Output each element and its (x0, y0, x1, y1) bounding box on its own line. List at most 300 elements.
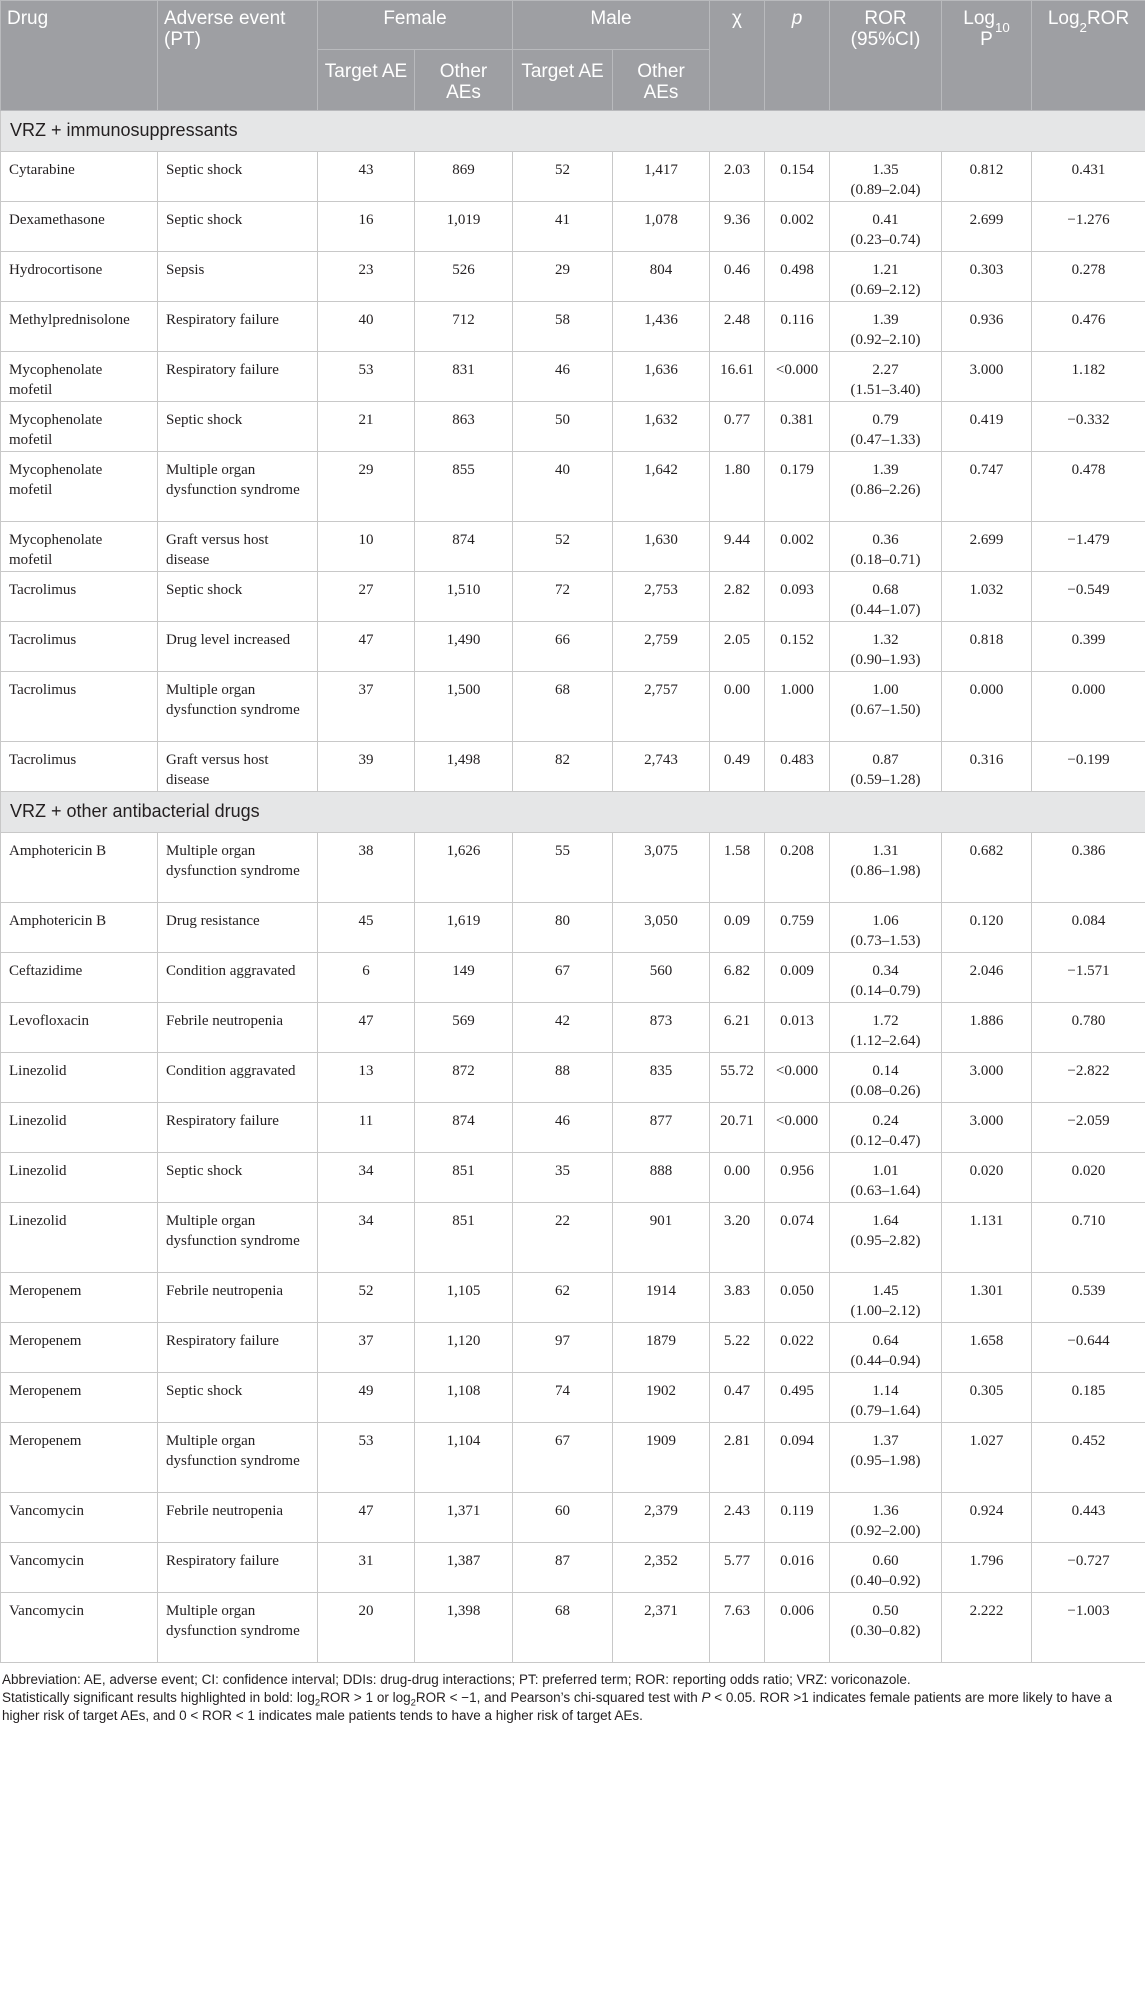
cell-log2ror: 0.476 (1032, 301, 1145, 351)
cell-p: 0.016 (765, 1542, 830, 1592)
cell-log2ror: 1.182 (1032, 351, 1145, 401)
cell-log2ror: −0.727 (1032, 1542, 1145, 1592)
ror-value: 0.64 (872, 1332, 899, 1349)
cell-male-other-aes: 2,379 (613, 1492, 710, 1542)
header-female-target: Target AE (318, 50, 415, 111)
header-log10-sub: 10 (994, 19, 1010, 35)
ror-value: 1.21 (872, 261, 899, 278)
section-title: VRZ + other antibacterial drugs (1, 791, 1145, 832)
cell-male-other-aes: 888 (613, 1152, 710, 1202)
footnote-sub-b: 2 (410, 1697, 416, 1709)
cell-adverse-event: Drug resistance (158, 902, 318, 952)
cell-male-target-ae: 88 (513, 1052, 613, 1102)
cell-log10p: 0.020 (942, 1152, 1032, 1202)
cell-male-target-ae: 50 (513, 401, 613, 451)
header-ror: ROR (95%CI) (830, 1, 942, 111)
cell-chi: 0.00 (710, 671, 765, 741)
cell-adverse-event: Febrile neutropenia (158, 1272, 318, 1322)
cell-adverse-event: Respiratory failure (158, 1542, 318, 1592)
cell-adverse-event: Respiratory failure (158, 1102, 318, 1152)
cell-male-target-ae: 52 (513, 521, 613, 571)
table-row (1, 621, 1145, 671)
ror-ci: (0.14–0.79) (850, 982, 921, 999)
cell-female-target-ae: 37 (318, 671, 415, 741)
header-log2-suffix: ROR (1086, 8, 1130, 29)
cell-male-target-ae: 46 (513, 1102, 613, 1152)
cell-chi: 2.81 (710, 1422, 765, 1492)
cell-p: 0.154 (765, 151, 830, 201)
header-log10-prefix: Log (963, 8, 995, 29)
cell-log10p: 0.747 (942, 451, 1032, 521)
ror-value: 1.14 (872, 1382, 899, 1399)
cell-female-other-aes: 1,398 (415, 1592, 513, 1662)
cell-ror (830, 401, 942, 451)
cell-female-other-aes: 149 (415, 952, 513, 1002)
table-row (1, 401, 1145, 451)
cell-female-other-aes: 526 (415, 251, 513, 301)
cell-adverse-event: Condition aggravated (158, 1052, 318, 1102)
cell-female-target-ae: 34 (318, 1152, 415, 1202)
cell-male-target-ae: 82 (513, 741, 613, 791)
cell-female-other-aes: 874 (415, 1102, 513, 1152)
cell-ror (830, 1372, 942, 1422)
cell-female-target-ae: 47 (318, 621, 415, 671)
ror-value: 0.87 (872, 751, 899, 768)
cell-male-target-ae: 62 (513, 1272, 613, 1322)
cell-log10p: 0.419 (942, 401, 1032, 451)
table-row (1, 902, 1145, 952)
cell-adverse-event: Graft versus host disease (158, 741, 318, 791)
cell-adverse-event: Drug level increased (158, 621, 318, 671)
ror-value: 2.27 (872, 361, 899, 378)
table-row (1, 151, 1145, 201)
ror-ci: (0.69–2.12) (850, 281, 921, 298)
cell-ror (830, 351, 942, 401)
table-row (1, 1152, 1145, 1202)
cell-female-target-ae: 40 (318, 301, 415, 351)
ror-value: 1.39 (872, 461, 899, 478)
cell-male-other-aes: 835 (613, 1052, 710, 1102)
cell-chi: 2.05 (710, 621, 765, 671)
ror-ci: (0.89–2.04) (850, 181, 921, 198)
table-row (1, 671, 1145, 741)
cell-adverse-event: Sepsis (158, 251, 318, 301)
cell-female-other-aes: 1,498 (415, 741, 513, 791)
cell-log2ror: 0.399 (1032, 621, 1145, 671)
table-row (1, 1322, 1145, 1372)
cell-female-other-aes: 851 (415, 1202, 513, 1272)
cell-p: 1.000 (765, 671, 830, 741)
ror-ci: (0.79–1.64) (850, 1402, 921, 1419)
cell-drug: Dexamethasone (1, 201, 158, 251)
cell-chi: 1.80 (710, 451, 765, 521)
cell-log2ror: 0.539 (1032, 1272, 1145, 1322)
header-log10-suffix: P (980, 28, 993, 50)
cell-p: 0.498 (765, 251, 830, 301)
cell-female-target-ae: 6 (318, 952, 415, 1002)
cell-male-other-aes: 560 (613, 952, 710, 1002)
footnote-sig-4: < 0.05. ROR >1 indicates female patients are more likely to have a higher risk of target AEs, and 0 < ROR < 1 indicates male patients tends to have a higher risk of target AEs. (2, 1689, 1112, 1723)
ror-ci: (0.95–1.98) (850, 1452, 921, 1469)
cell-drug: Mycophenolate mofetil (1, 401, 158, 451)
cell-log10p: 1.131 (942, 1202, 1032, 1272)
cell-chi: 6.21 (710, 1002, 765, 1052)
cell-ror (830, 451, 942, 521)
cell-male-other-aes: 1,417 (613, 151, 710, 201)
cell-chi: 2.43 (710, 1492, 765, 1542)
cell-ror (830, 1202, 942, 1272)
cell-female-other-aes: 1,104 (415, 1422, 513, 1492)
cell-male-other-aes: 1,630 (613, 521, 710, 571)
ror-value: 0.60 (872, 1552, 899, 1569)
cell-male-target-ae: 60 (513, 1492, 613, 1542)
cell-log10p: 0.936 (942, 301, 1032, 351)
ror-value: 0.68 (872, 581, 899, 598)
cell-female-target-ae: 31 (318, 1542, 415, 1592)
ror-value: 0.50 (872, 1602, 899, 1619)
cell-drug: Meropenem (1, 1422, 158, 1492)
cell-p: 0.179 (765, 451, 830, 521)
cell-drug: Ceftazidime (1, 952, 158, 1002)
cell-drug: Amphotericin B (1, 832, 158, 902)
header-log2-prefix: Log (1047, 8, 1080, 29)
cell-adverse-event: Septic shock (158, 151, 318, 201)
cell-log2ror: −1.003 (1032, 1592, 1145, 1662)
cell-p: 0.050 (765, 1272, 830, 1322)
ror-value: 0.36 (872, 531, 899, 548)
cell-male-target-ae: 80 (513, 902, 613, 952)
cell-ror (830, 1542, 942, 1592)
ror-ci: (0.67–1.50) (850, 701, 921, 718)
cell-ror (830, 1002, 942, 1052)
cell-chi: 0.00 (710, 1152, 765, 1202)
cell-log10p: 1.796 (942, 1542, 1032, 1592)
cell-ror (830, 201, 942, 251)
cell-female-other-aes: 1,387 (415, 1542, 513, 1592)
cell-log2ror: 0.278 (1032, 251, 1145, 301)
cell-male-target-ae: 35 (513, 1152, 613, 1202)
cell-male-other-aes: 2,757 (613, 671, 710, 741)
cell-male-target-ae: 68 (513, 671, 613, 741)
cell-male-target-ae: 55 (513, 832, 613, 902)
section-row (1, 791, 1145, 832)
cell-chi: 0.49 (710, 741, 765, 791)
cell-female-other-aes: 869 (415, 151, 513, 201)
cell-p: 0.483 (765, 741, 830, 791)
cell-log10p: 0.316 (942, 741, 1032, 791)
ror-value: 1.35 (872, 161, 899, 178)
cell-adverse-event: Septic shock (158, 401, 318, 451)
header-male-other: Other AEs (613, 50, 710, 111)
cell-female-other-aes: 1,019 (415, 201, 513, 251)
cell-ror (830, 301, 942, 351)
cell-log10p: 0.682 (942, 832, 1032, 902)
ror-value: 1.36 (872, 1502, 899, 1519)
cell-chi: 2.82 (710, 571, 765, 621)
cell-male-target-ae: 46 (513, 351, 613, 401)
cell-ror (830, 952, 942, 1002)
cell-p: 0.495 (765, 1372, 830, 1422)
cell-log2ror: 0.084 (1032, 902, 1145, 952)
cell-male-target-ae: 66 (513, 621, 613, 671)
table-row (1, 741, 1145, 791)
cell-log2ror: −1.276 (1032, 201, 1145, 251)
cell-ror (830, 1592, 942, 1662)
cell-log10p: 2.222 (942, 1592, 1032, 1662)
cell-log10p: 0.812 (942, 151, 1032, 201)
cell-p: 0.093 (765, 571, 830, 621)
cell-chi: 0.46 (710, 251, 765, 301)
cell-chi: 3.83 (710, 1272, 765, 1322)
cell-female-target-ae: 53 (318, 351, 415, 401)
ror-value: 1.32 (872, 631, 899, 648)
cell-p: 0.009 (765, 952, 830, 1002)
cell-p: 0.381 (765, 401, 830, 451)
cell-log10p: 3.000 (942, 1052, 1032, 1102)
section-row (1, 110, 1145, 151)
cell-ror (830, 151, 942, 201)
cell-male-other-aes: 1,436 (613, 301, 710, 351)
cell-female-target-ae: 13 (318, 1052, 415, 1102)
header-p-text: p (791, 8, 803, 29)
table-row (1, 1272, 1145, 1322)
cell-ror (830, 1272, 942, 1322)
cell-p: <0.000 (765, 1102, 830, 1152)
cell-p: 0.074 (765, 1202, 830, 1272)
cell-drug: Tacrolimus (1, 571, 158, 621)
cell-male-target-ae: 97 (513, 1322, 613, 1372)
ror-ci: (1.51–3.40) (850, 381, 921, 398)
cell-log10p: 2.046 (942, 952, 1032, 1002)
cell-drug: Meropenem (1, 1272, 158, 1322)
ror-value: 0.34 (872, 962, 899, 979)
cell-p: 0.956 (765, 1152, 830, 1202)
section-title: VRZ + immunosuppressants (1, 110, 1145, 151)
cell-p: 0.119 (765, 1492, 830, 1542)
table-body (1, 110, 1145, 1662)
ror-ci: (0.86–1.98) (850, 862, 921, 879)
cell-log10p: 1.032 (942, 571, 1032, 621)
cell-male-target-ae: 72 (513, 571, 613, 621)
cell-ror (830, 621, 942, 671)
cell-male-other-aes: 901 (613, 1202, 710, 1272)
ror-ci: (0.95–2.82) (850, 1232, 921, 1249)
cell-female-other-aes: 851 (415, 1152, 513, 1202)
ror-value: 0.24 (872, 1112, 899, 1129)
cell-chi: 7.63 (710, 1592, 765, 1662)
ror-value: 0.14 (872, 1062, 899, 1079)
ror-value: 1.45 (872, 1282, 899, 1299)
cell-drug: Methylprednisolone (1, 301, 158, 351)
cell-ror (830, 1102, 942, 1152)
cell-male-target-ae: 41 (513, 201, 613, 251)
cell-female-other-aes: 569 (415, 1002, 513, 1052)
table-row (1, 451, 1145, 521)
cell-drug: Mycophenolate mofetil (1, 521, 158, 571)
table-row (1, 952, 1145, 1002)
cell-p: 0.152 (765, 621, 830, 671)
cell-drug: Meropenem (1, 1372, 158, 1422)
cell-chi: 55.72 (710, 1052, 765, 1102)
table-row (1, 1492, 1145, 1542)
cell-male-target-ae: 40 (513, 451, 613, 521)
footnote-significance (2, 1689, 1143, 1725)
table-row (1, 1002, 1145, 1052)
footnote-sig-3: ROR < −1, and Pearson’s chi-squared test with (415, 1689, 702, 1705)
ror-ci: (0.90–1.93) (850, 651, 921, 668)
cell-adverse-event: Respiratory failure (158, 351, 318, 401)
cell-ror (830, 1152, 942, 1202)
ror-ci: (0.92–2.10) (850, 331, 921, 348)
header-row-1 (1, 1, 1145, 50)
cell-female-other-aes: 1,500 (415, 671, 513, 741)
cell-female-target-ae: 29 (318, 451, 415, 521)
header-female: Female (318, 1, 513, 50)
footnote-abbreviation: Abbreviation: AE, adverse event; CI: confidence interval; DDIs: drug-drug interactions; PT: preferred term; ROR: reporting odds ratio; VRZ: voriconazole. (2, 1671, 911, 1687)
cell-chi: 2.48 (710, 301, 765, 351)
cell-adverse-event: Respiratory failure (158, 301, 318, 351)
table-header (1, 1, 1145, 111)
cell-log2ror: 0.452 (1032, 1422, 1145, 1492)
ror-ci: (0.08–0.26) (850, 1082, 921, 1099)
cell-log2ror: 0.000 (1032, 671, 1145, 741)
cell-female-target-ae: 47 (318, 1492, 415, 1542)
table-row (1, 1102, 1145, 1152)
cell-female-target-ae: 53 (318, 1422, 415, 1492)
ror-value: 1.37 (872, 1432, 899, 1449)
cell-log2ror: 0.020 (1032, 1152, 1145, 1202)
cell-log2ror: −2.822 (1032, 1052, 1145, 1102)
cell-female-target-ae: 52 (318, 1272, 415, 1322)
cell-male-other-aes: 873 (613, 1002, 710, 1052)
header-drug: Drug (1, 1, 158, 111)
ror-ci: (0.47–1.33) (850, 431, 921, 448)
cell-female-other-aes: 712 (415, 301, 513, 351)
header-log2-sub: 2 (1079, 19, 1087, 35)
cell-drug: Vancomycin (1, 1592, 158, 1662)
cell-male-other-aes: 1,636 (613, 351, 710, 401)
cell-p: 0.116 (765, 301, 830, 351)
cell-drug: Linezolid (1, 1202, 158, 1272)
cell-log10p: 2.699 (942, 521, 1032, 571)
cell-ror (830, 832, 942, 902)
table-row (1, 571, 1145, 621)
ror-value: 1.39 (872, 311, 899, 328)
ror-value: 1.31 (872, 842, 899, 859)
table-row (1, 351, 1145, 401)
header-male: Male (513, 1, 710, 50)
cell-male-other-aes: 2,743 (613, 741, 710, 791)
cell-female-target-ae: 45 (318, 902, 415, 952)
cell-male-other-aes: 804 (613, 251, 710, 301)
header-adverse-event: Adverse event (PT) (158, 1, 318, 111)
ror-value: 1.64 (872, 1212, 899, 1229)
cell-female-other-aes: 1,120 (415, 1322, 513, 1372)
ror-value: 1.01 (872, 1162, 899, 1179)
cell-female-target-ae: 49 (318, 1372, 415, 1422)
cell-log10p: 1.886 (942, 1002, 1032, 1052)
cell-male-target-ae: 87 (513, 1542, 613, 1592)
ror-value: 1.00 (872, 681, 899, 698)
cell-log2ror: −0.332 (1032, 401, 1145, 451)
cell-male-other-aes: 3,075 (613, 832, 710, 902)
ror-value: 0.41 (872, 211, 899, 228)
cell-adverse-event: Febrile neutropenia (158, 1492, 318, 1542)
cell-p: 0.006 (765, 1592, 830, 1662)
cell-log2ror: 0.185 (1032, 1372, 1145, 1422)
table-row (1, 201, 1145, 251)
cell-adverse-event: Multiple organ dysfunction syndrome (158, 832, 318, 902)
cell-female-other-aes: 1,490 (415, 621, 513, 671)
cell-p: 0.013 (765, 1002, 830, 1052)
ror-ci: (0.30–0.82) (850, 1622, 921, 1639)
cell-adverse-event: Multiple organ dysfunction syndrome (158, 1592, 318, 1662)
cell-male-target-ae: 67 (513, 1422, 613, 1492)
table-footnote (0, 1663, 1145, 1725)
cell-drug: Mycophenolate mofetil (1, 351, 158, 401)
cell-adverse-event: Respiratory failure (158, 1322, 318, 1372)
cell-chi: 2.03 (710, 151, 765, 201)
table-row (1, 1372, 1145, 1422)
header-p (765, 1, 830, 111)
cell-log10p: 0.303 (942, 251, 1032, 301)
cell-ror (830, 741, 942, 791)
cell-adverse-event: Septic shock (158, 1372, 318, 1422)
cell-male-target-ae: 42 (513, 1002, 613, 1052)
cell-male-other-aes: 2,371 (613, 1592, 710, 1662)
cell-log2ror: 0.478 (1032, 451, 1145, 521)
cell-drug: Linezolid (1, 1152, 158, 1202)
cell-male-other-aes: 1909 (613, 1422, 710, 1492)
cell-male-target-ae: 68 (513, 1592, 613, 1662)
header-log2ror (1032, 1, 1145, 111)
cell-chi: 5.77 (710, 1542, 765, 1592)
ror-ci: (0.23–0.74) (850, 231, 921, 248)
cell-female-other-aes: 1,108 (415, 1372, 513, 1422)
cell-chi: 0.09 (710, 902, 765, 952)
cell-p: 0.208 (765, 832, 830, 902)
cell-adverse-event: Septic shock (158, 1152, 318, 1202)
cell-drug: Hydrocortisone (1, 251, 158, 301)
cell-drug: Linezolid (1, 1052, 158, 1102)
cell-ror (830, 1422, 942, 1492)
cell-chi: 20.71 (710, 1102, 765, 1152)
cell-female-other-aes: 1,619 (415, 902, 513, 952)
cell-ror (830, 1322, 942, 1372)
header-log10p (942, 1, 1032, 111)
cell-log2ror: −1.571 (1032, 952, 1145, 1002)
table-row (1, 1592, 1145, 1662)
cell-male-other-aes: 2,753 (613, 571, 710, 621)
ror-value: 1.06 (872, 912, 899, 929)
cell-ror (830, 1052, 942, 1102)
footnote-sig-1: Statistically significant results highlighted in bold: log (2, 1689, 315, 1705)
table-row (1, 521, 1145, 571)
cell-p: 0.002 (765, 521, 830, 571)
cell-female-other-aes: 863 (415, 401, 513, 451)
cell-drug: Tacrolimus (1, 741, 158, 791)
ror-ci: (0.44–0.94) (850, 1352, 921, 1369)
cell-female-target-ae: 23 (318, 251, 415, 301)
cell-log2ror: −0.199 (1032, 741, 1145, 791)
cell-male-other-aes: 1,642 (613, 451, 710, 521)
ror-ci: (0.18–0.71) (850, 551, 921, 568)
ror-ci: (0.59–1.28) (850, 771, 921, 788)
header-male-target: Target AE (513, 50, 613, 111)
footnote-sub-a: 2 (314, 1697, 321, 1709)
cell-log2ror: 0.780 (1032, 1002, 1145, 1052)
cell-p: 0.002 (765, 201, 830, 251)
